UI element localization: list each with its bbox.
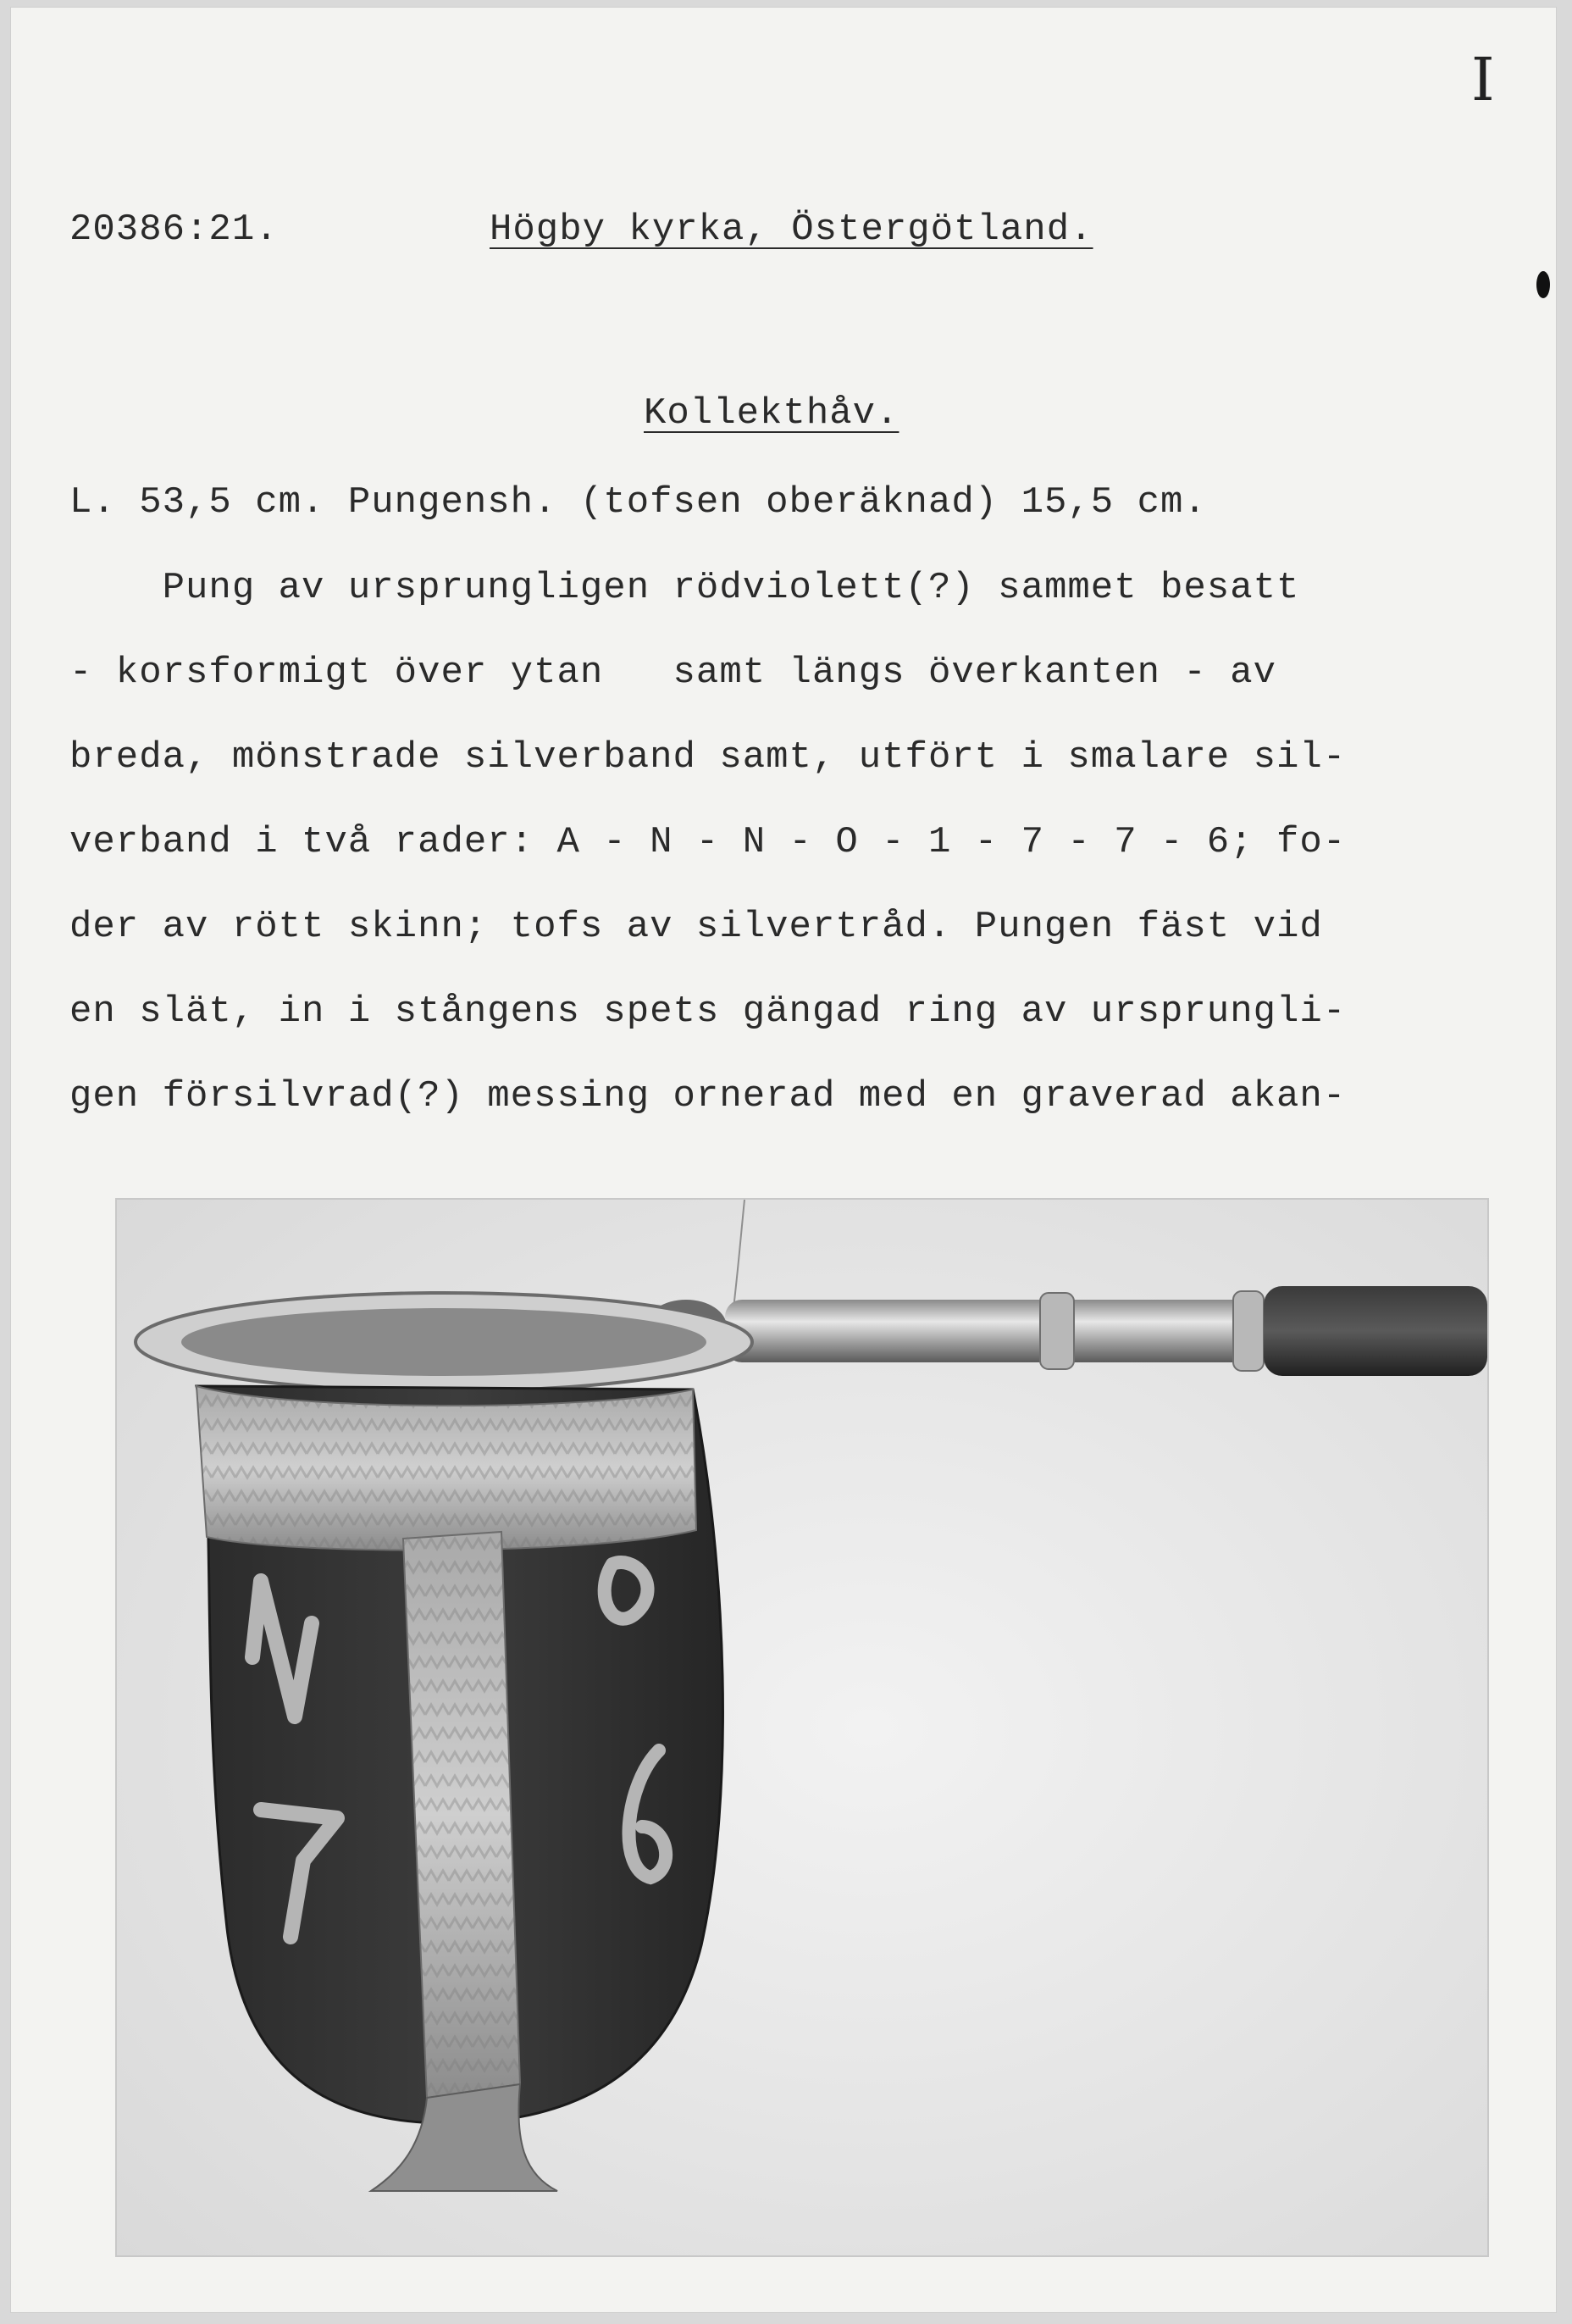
body-line: Pung av ursprungligen rödviolett(?) sammet besatt xyxy=(69,567,1300,609)
body-line: gen försilvrad(?) messing ornerad med en graverad akan- xyxy=(69,1075,1347,1118)
ink-dot xyxy=(1536,271,1550,298)
object-heading: Kollekthåv. xyxy=(644,392,899,435)
object-photograph xyxy=(117,1200,1487,2255)
catalog-number: 20386:21. xyxy=(69,208,279,251)
body-line: en slät, in i stångens spets gängad ring av ursprungli- xyxy=(69,990,1347,1033)
pole-metal-sleeve xyxy=(725,1300,1259,1362)
body-line: L. 53,5 cm. Pungensh. (tofsen oberäknad) 15,5 cm. xyxy=(69,481,1207,524)
rim-opening xyxy=(181,1308,706,1376)
body-line: der av rött skinn; tofs av silvertråd. Pungen fäst vid xyxy=(69,906,1323,948)
top-band-pattern xyxy=(196,1386,696,1550)
pole-ring-left xyxy=(1040,1293,1074,1369)
body-line: breda, mönstrade silverband samt, utfört i smalare sil- xyxy=(69,736,1347,779)
body-line: verband i två rader: A - N - N - O - 1 - 7 - 7 - 6; fo- xyxy=(69,821,1347,863)
location-title: Högby kyrka, Östergötland. xyxy=(490,208,1093,251)
page-marker: I xyxy=(1471,45,1495,114)
catalog-card xyxy=(10,7,1557,2313)
pole-wooden-handle xyxy=(1264,1286,1487,1376)
collection-bag-illustration xyxy=(117,1200,1487,2255)
body-line: - korsformigt över ytan samt längs överkanten - av xyxy=(69,652,1277,694)
pole-ring-right xyxy=(1233,1291,1264,1371)
